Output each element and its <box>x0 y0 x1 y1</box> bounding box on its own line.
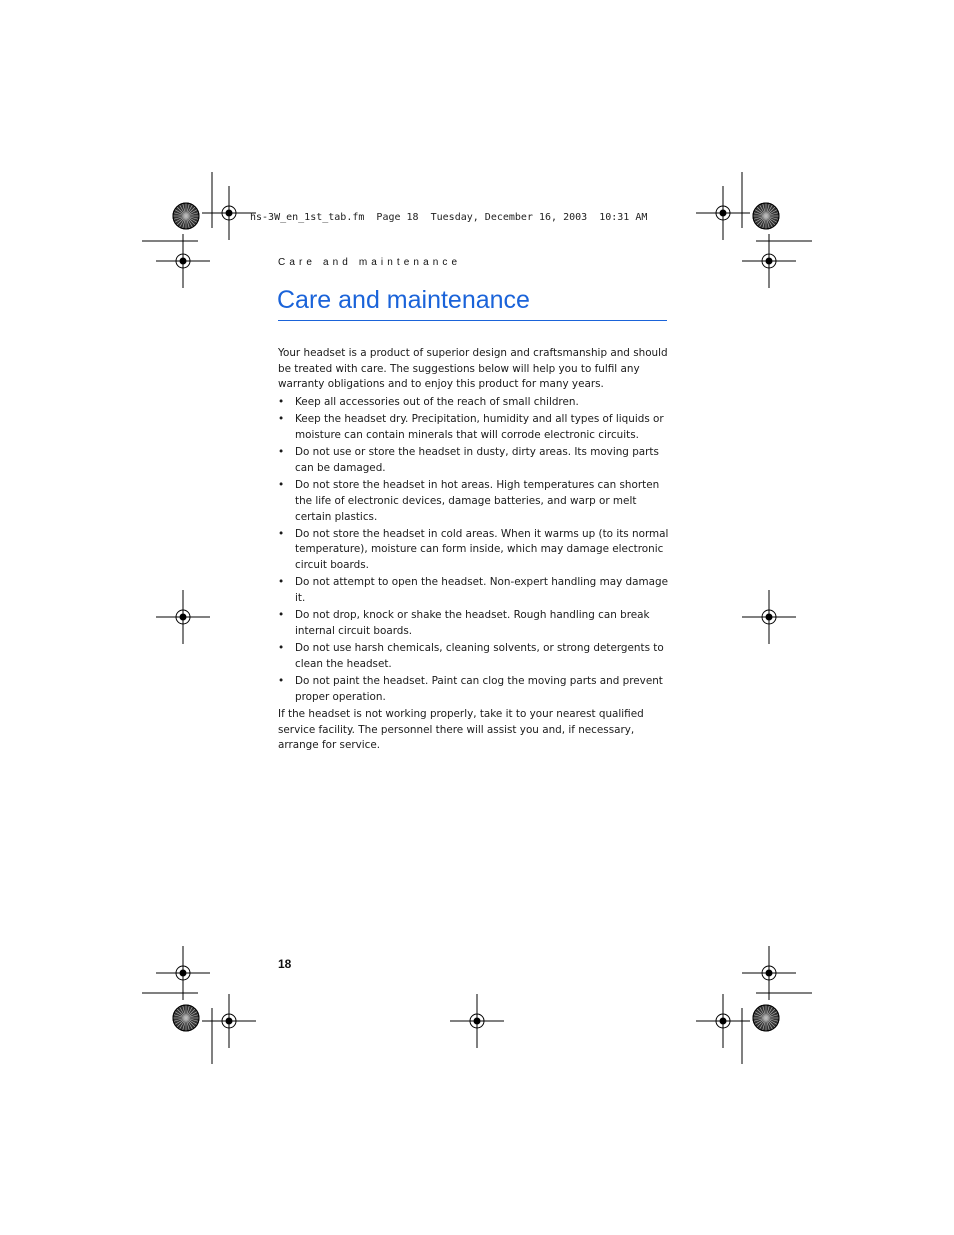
body-text <box>278 346 670 756</box>
registration-target-icon <box>762 966 776 980</box>
registration-target-icon <box>176 966 190 980</box>
registration-target-icon <box>762 610 776 624</box>
list-item: • Do not use harsh chemicals, cleaning solvents, or strong detergents to clean the headset. <box>278 642 664 670</box>
list-item: • Do not paint the headset. Paint can clog the moving parts and prevent proper operation. <box>278 675 663 703</box>
list-item: • Do not drop, knock or shake the headset. Rough handling can break internal circuit boards. <box>278 609 650 637</box>
title-rule <box>278 320 667 321</box>
registration-target-icon <box>222 1014 236 1028</box>
bullet-icon: • <box>278 446 285 459</box>
list-item: • Do not store the headset in hot areas. High temperatures can shorten the life of electronic devices, damage batteries, and warp or melt certain plastics. <box>278 479 660 523</box>
bullet-icon: • <box>278 609 285 622</box>
care-list <box>278 395 670 705</box>
registration-target-icon <box>716 206 730 220</box>
bullet-icon: • <box>278 642 285 655</box>
registration-target-icon <box>716 1014 730 1028</box>
registration-target-icon <box>176 254 190 268</box>
color-bar-starburst-icon <box>753 203 779 229</box>
list-item: • Do not use or store the headset in dusty, dirty areas. Its moving parts can be damaged. <box>278 446 659 474</box>
bullet-icon: • <box>278 479 285 492</box>
color-bar-starburst-icon <box>753 1005 779 1031</box>
color-bar-starburst-icon <box>173 203 199 229</box>
bullet-icon: • <box>278 413 285 426</box>
closing-paragraph: If the headset is not working properly, take it to your nearest qualified service facility. The personnel there will assist you and, if necessary, arrange for service. <box>278 707 644 752</box>
registration-target-icon <box>470 1014 484 1028</box>
list-item: • Do not attempt to open the headset. Non-expert handling may damage it. <box>278 576 668 605</box>
bullet-icon: • <box>278 576 285 589</box>
registration-target-icon <box>222 206 236 220</box>
registration-target-icon <box>762 254 776 268</box>
page-number: 18 <box>278 957 292 971</box>
page-title: Care and maintenance <box>277 286 530 314</box>
registration-target-icon <box>176 610 190 624</box>
list-item: • Keep the headset dry. Precipitation, humidity and all types of liquids or moisture can contain minerals that will corrode electronic circuits. <box>278 413 664 442</box>
list-item: • Keep all accessories out of the reach of small children. <box>278 395 670 411</box>
list-item: • Do not store the headset in cold areas. When it warms up (to its normal temperature), moisture can form inside, which may damage electronic circuit boards. <box>278 527 669 572</box>
bullet-icon: • <box>278 396 285 409</box>
bullet-icon: • <box>278 675 285 688</box>
running-header: Care and maintenance <box>278 257 462 268</box>
file-info-line: hs-3W_en_1st_tab.fm Page 18 Tuesday, December 16, 2003 10:31 AM <box>250 212 648 223</box>
intro-paragraph: Your headset is a product of superior design and craftsmanship and should be treated with care. The suggestions below will help you to fulfil any warranty obligations and to enjoy this product for many years. <box>278 347 668 391</box>
bullet-icon: • <box>278 527 285 540</box>
color-bar-starburst-icon <box>173 1005 199 1031</box>
